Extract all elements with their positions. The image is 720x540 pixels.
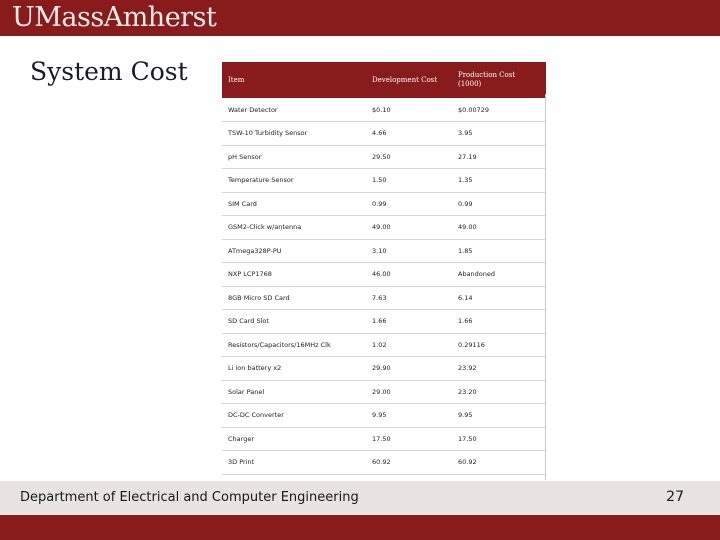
table-row bbox=[222, 263, 546, 287]
cell-production-cost: 60.92 bbox=[452, 451, 546, 475]
cell-production-cost: 0.29116 bbox=[452, 333, 546, 357]
cell-item: Water Detector bbox=[222, 98, 366, 122]
university-logo: UMassAmherst bbox=[12, 2, 217, 33]
bottom-bar bbox=[0, 515, 720, 540]
cell-development-cost: 46.00 bbox=[366, 263, 452, 287]
table-row bbox=[222, 333, 546, 357]
page-number: 27 bbox=[666, 489, 684, 505]
slide-title: System Cost bbox=[30, 57, 188, 86]
cost-table bbox=[222, 62, 546, 498]
cell-item: Temperature Sensor bbox=[222, 169, 366, 193]
cell-development-cost: 3.10 bbox=[366, 239, 452, 263]
table-row bbox=[222, 216, 546, 240]
table-row bbox=[222, 122, 546, 146]
table-row bbox=[222, 451, 546, 475]
cell-production-cost: 1.85 bbox=[452, 239, 546, 263]
header-bar bbox=[0, 0, 720, 36]
table-body bbox=[222, 98, 546, 498]
table-row bbox=[222, 192, 546, 216]
table-row bbox=[222, 169, 546, 193]
table-row bbox=[222, 404, 546, 428]
cell-item: SIM Card bbox=[222, 192, 366, 216]
cell-production-cost: 23.92 bbox=[452, 357, 546, 381]
cell-development-cost: 29.50 bbox=[366, 145, 452, 169]
cell-item: 3D Print bbox=[222, 451, 366, 475]
table-row bbox=[222, 239, 546, 263]
cell-development-cost: 7.63 bbox=[366, 286, 452, 310]
department-name: Department of Electrical and Computer Engineering bbox=[20, 490, 359, 505]
cell-production-cost: 17.50 bbox=[452, 427, 546, 451]
table-header-row bbox=[222, 62, 546, 98]
table-row bbox=[222, 357, 546, 381]
cell-item: GSM2-Click w/antenna bbox=[222, 216, 366, 240]
table-row bbox=[222, 380, 546, 404]
cell-item: SD Card Slot bbox=[222, 310, 366, 334]
cell-development-cost: $0.10 bbox=[366, 98, 452, 122]
cell-production-cost: $0.00729 bbox=[452, 98, 546, 122]
cell-item: 8GB Micro SD Card bbox=[222, 286, 366, 310]
cell-production-cost: 49.00 bbox=[452, 216, 546, 240]
cell-item: Charger bbox=[222, 427, 366, 451]
cell-production-cost: 6.14 bbox=[452, 286, 546, 310]
table-row bbox=[222, 98, 546, 122]
table-row bbox=[222, 310, 546, 334]
cell-item: ATmega328P-PU bbox=[222, 239, 366, 263]
cell-production-cost: 27.19 bbox=[452, 145, 546, 169]
table-row bbox=[222, 145, 546, 169]
cell-development-cost: 1.50 bbox=[366, 169, 452, 193]
cell-development-cost: 29.90 bbox=[366, 357, 452, 381]
table-border bbox=[545, 94, 546, 480]
cell-development-cost: 60.92 bbox=[366, 451, 452, 475]
cell-item: pH Sensor bbox=[222, 145, 366, 169]
table-row bbox=[222, 427, 546, 451]
cell-production-cost: 1.35 bbox=[452, 169, 546, 193]
cell-development-cost: 1.66 bbox=[366, 310, 452, 334]
cell-production-cost: 1.66 bbox=[452, 310, 546, 334]
cell-item: TSW-10 Turbidity Sensor bbox=[222, 122, 366, 146]
cell-production-cost: 3.95 bbox=[452, 122, 546, 146]
cell-development-cost: 29.00 bbox=[366, 380, 452, 404]
cell-production-cost: 9.95 bbox=[452, 404, 546, 428]
cell-item: Li ion battery x2 bbox=[222, 357, 366, 381]
cell-item: Solar Panel bbox=[222, 380, 366, 404]
table-row bbox=[222, 286, 546, 310]
cell-development-cost: 17.50 bbox=[366, 427, 452, 451]
cell-production-cost: Abandoned bbox=[452, 263, 546, 287]
header-item: Item bbox=[222, 62, 366, 98]
header-production-cost: Production Cost (1000) bbox=[452, 62, 546, 98]
cell-development-cost: 1.02 bbox=[366, 333, 452, 357]
cell-development-cost: 9.95 bbox=[366, 404, 452, 428]
cell-item: Resistors/Capacitors/16MHz Clk bbox=[222, 333, 366, 357]
cell-production-cost: 23.20 bbox=[452, 380, 546, 404]
cell-item: NXP LCP1768 bbox=[222, 263, 366, 287]
cell-production-cost: 0.99 bbox=[452, 192, 546, 216]
cell-development-cost: 49.00 bbox=[366, 216, 452, 240]
cell-item: DC-DC Converter bbox=[222, 404, 366, 428]
header-development-cost: Development Cost bbox=[366, 62, 452, 98]
cell-development-cost: 4.66 bbox=[366, 122, 452, 146]
cell-development-cost: 0.99 bbox=[366, 192, 452, 216]
